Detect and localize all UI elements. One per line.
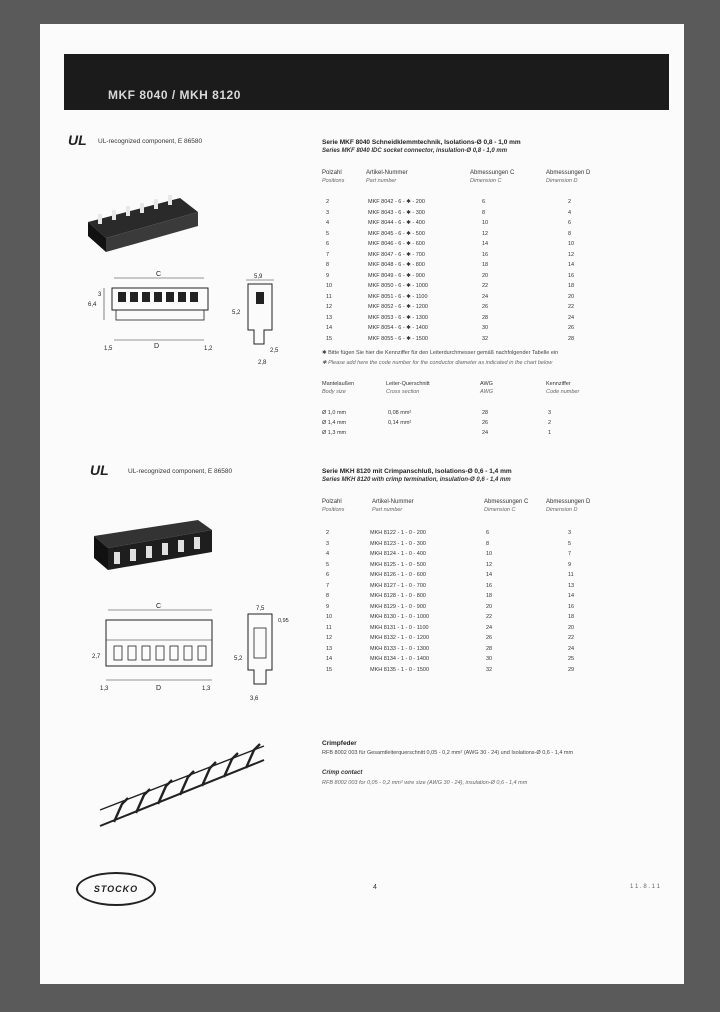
- crimp-front-drawing: [90, 600, 220, 700]
- svg-text:1,3: 1,3: [100, 686, 109, 692]
- svg-text:1,2: 1,2: [204, 346, 213, 352]
- idc-connector-photo: [84, 178, 204, 258]
- s2-header-article: Artikel-Nummer Part number: [372, 499, 414, 513]
- section2-subtitle: Series MKH 8120 with crimp termination, insulation-Ø 0,6 - 1,4 mm: [322, 477, 511, 483]
- crimp-connector-photo: [90, 508, 220, 588]
- title-banner: [64, 54, 669, 110]
- svg-text:5,2: 5,2: [234, 656, 243, 662]
- wire-header-code: Kennziffer Code number: [546, 381, 580, 395]
- wire-col-awg: 28 26 24: [482, 410, 489, 436]
- svg-text:C: C: [156, 603, 162, 610]
- wire-col-cross: 0,08 mm² 0,14 mm²: [388, 410, 412, 426]
- crimp-side-drawing: [232, 600, 292, 710]
- crimp-text-de: RFB 8002 003 für Gesamtleiterquerschnitt 0,05 - 0,2 mm² (AWG 30 - 24) und Isolations-Ø 0,6 - 1,4 mm: [322, 750, 574, 756]
- s1-note-de: ✱ Bitte fügen Sie hier die Kennziffer für den Leiterdurchmesser gemäß nachfolgender Tabelle ein: [322, 350, 559, 356]
- s2-header-dim-d: Abmessungen D Dimension D: [546, 499, 591, 513]
- s1-header-article: Artikel-Nummer Part number: [366, 170, 408, 184]
- s1-header-dim-d: Abmessungen D Dimension D: [546, 170, 591, 184]
- svg-text:6,4: 6,4: [88, 302, 97, 308]
- svg-text:D: D: [156, 685, 162, 692]
- crimp-contact-strip-drawing: [94, 740, 274, 840]
- wire-header-diam: Mantelaußen Body size: [322, 381, 355, 395]
- svg-text:2,7: 2,7: [92, 654, 101, 660]
- s1-col-dim-d: 2 4 6 8 10 12 14 16 18 20 22 24 26 28: [568, 199, 575, 342]
- ul-recognized-text: UL-recognized component, E 86580: [98, 138, 203, 145]
- s1-header-dim-c: Abmessungen C Dimension C: [470, 170, 515, 184]
- crimp-text-en: RFB 8002 003 for 0,05 - 0,2 mm² wire size (AWG 30 - 24), insulation-Ø 0,6 - 1,4 mm: [322, 780, 528, 786]
- s1-col-dim-c: 6 8 10 12 14 16 18 20 22 24 26 28 30 32: [482, 199, 489, 342]
- section2-title: Serie MKH 8120 mit Crimpanschluß, Isolations-Ø 0,6 - 1,4 mm: [322, 468, 512, 475]
- svg-text:5,2: 5,2: [232, 310, 241, 316]
- crimp-title-de: Crimpfeder: [322, 740, 357, 747]
- wire-col-code: 3 2 1: [548, 410, 552, 436]
- section1-subtitle: Series MKF 8040 IDC socket connector, insulation-Ø 0,8 - 1,0 mm: [322, 148, 508, 154]
- s1-dim-c-label: C: [156, 271, 162, 278]
- page-number: 4: [373, 884, 377, 891]
- series-code: MKF 8040 / MKH 8120: [108, 88, 241, 102]
- s1-note-en: ✱ Please add here the code number for the conductor diameter as indicated in the chart below: [322, 360, 553, 366]
- svg-text:D: D: [154, 343, 160, 350]
- wire-col-diam: Ø 1,0 mm Ø 1,4 mm Ø 1,3 mm: [322, 410, 347, 436]
- section1-title: Serie MKF 8040 Schneidklemmtechnik, Isolations-Ø 0,8 - 1,0 mm: [322, 139, 521, 146]
- idc-side-drawing: [230, 268, 286, 368]
- s2-col-article: MKH 8122 - 1 - 0 - 200 MKH 8123 - 1 - 0 - 300 MKH 8124 - 1 - 0 - 400 MKH 8125 - 1 - 0 - 500 MKH 8126 - 1 - 0 - 600 MKH 8127 - 1 - 0 - 700 MKH 8128 - 1 - 0 - 800 MKH 8129 - 1 - 0 - 900 MKH 8130 - 1 - 0 - 1000 MKH 8131 - 1 - 0 - 1100 MKH 8132 - 1 - 0 - 1200 MKH 8133 - 1 - 0 - 1300 MKH 8134 - 1 - 0 - 1400 MKH 8135 - 1 - 0 - 1500: [370, 530, 430, 673]
- svg-text:1,5: 1,5: [104, 346, 113, 352]
- svg-text:3,6: 3,6: [250, 696, 259, 702]
- crimp-title-en: Crimp contact: [322, 770, 363, 776]
- ul-logo-icon-2: UL: [90, 462, 109, 478]
- document-page: [40, 24, 684, 984]
- s2-header-poles: Polzahl Positions: [322, 499, 345, 513]
- document-code: 1 1 . 8 . 1 1: [630, 884, 661, 890]
- svg-text:2,5: 2,5: [270, 348, 279, 354]
- svg-text:1,3: 1,3: [202, 686, 211, 692]
- s2-col-dim-c: 6 8 10 12 14 16 18 20 22 24 26 28 30 32: [486, 530, 493, 673]
- svg-text:5,9: 5,9: [254, 274, 263, 280]
- idc-front-drawing: [84, 268, 224, 368]
- svg-text:7,5: 7,5: [256, 606, 265, 612]
- s2-col-dim-d: 3 5 7 9 11 13 14 16 18 20 22 24 25 29: [568, 530, 575, 673]
- svg-text:3: 3: [98, 292, 102, 298]
- wire-header-cross: Leiter-Querschnitt Cross section: [386, 381, 430, 395]
- ul-logo-icon: UL: [68, 132, 87, 148]
- s1-col-article: MKF 8042 - 6 - ✱ - 200 MKF 8043 - 6 - ✱ - 300 MKF 8044 - 6 - ✱ - 400 MKF 8045 - 6 - ✱ - 500 MKF 8046 - 6 - ✱ - 600 MKF 8047 - 6 - ✱ - 700 MKF 8048 - 6 - ✱ - 800 MKF 8049 - 6 - ✱ - 900 MKF 8050 - 6 - ✱ - 1000 MKF 8051 - 6 - ✱ - 1100 MKF 8052 - 6 - ✱ - 1200 MKF 8053 - 6 - ✱ - 1300 MKF 8054 - 6 - ✱ - 1400 MKF 8055 - 6 - ✱ - 1500: [368, 199, 428, 342]
- s1-header-poles: Polzahl Positions: [322, 170, 345, 184]
- s2-header-dim-c: Abmessungen C Dimension C: [484, 499, 529, 513]
- stocko-logo: STOCKO: [76, 872, 156, 906]
- s1-col-poles: 2 3 4 5 6 7 8 9 10 11 12 13 14 15: [326, 199, 333, 342]
- s2-col-poles: 2 3 4 5 6 7 8 9 10 11 12 13 14 15: [326, 530, 333, 673]
- ul-recognized-text-2: UL-recognized component, E 86580: [128, 468, 233, 475]
- svg-text:0,95: 0,95: [278, 618, 289, 624]
- svg-text:2,8: 2,8: [258, 360, 267, 366]
- wire-header-awg: AWG AWG: [480, 381, 494, 395]
